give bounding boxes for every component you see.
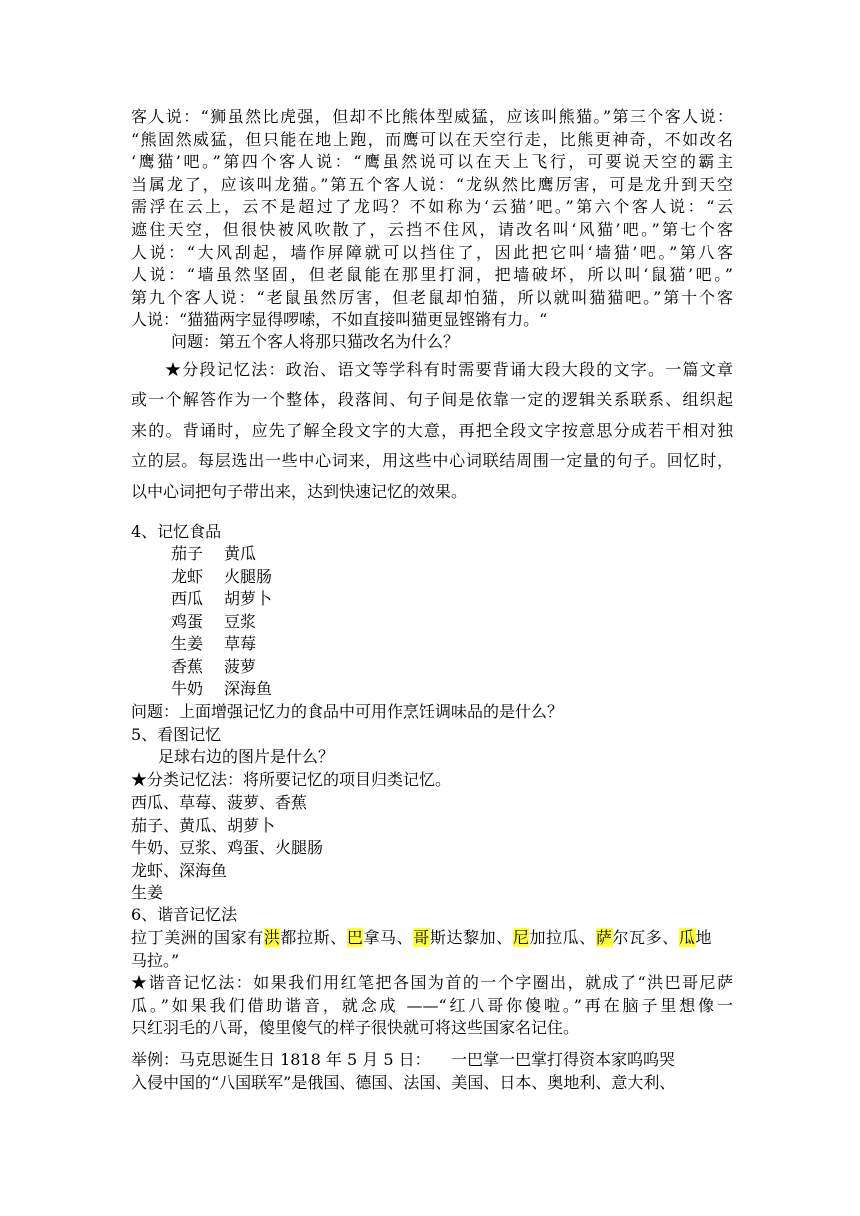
homophone-line: 只红羽毛的八哥，傻里傻气的样子很快就可将这些国家名记住。 <box>131 1018 580 1037</box>
segment-line: ★分段记忆法：政治、语文等学科有时需要背诵大段大段的文字。一篇文章 <box>165 360 733 379</box>
food-list <box>171 543 272 701</box>
food-item: 牛奶 <box>171 679 204 698</box>
country-rest: 尔瓦多、 <box>612 928 679 947</box>
highlight-char: 瓜 <box>678 928 696 947</box>
country-rest: 加拉瓜、 <box>529 928 596 947</box>
food-heading: 4、记忆食品 <box>131 522 222 541</box>
classify-group: 牛奶、豆浆、鸡蛋、火腿肠 <box>131 838 324 857</box>
food-item: 草莓 <box>224 634 257 653</box>
segment-line: 或一个解答作为一个整体，段落间、句子间是依靠一定的逻辑关系联系、组织起 <box>131 390 733 410</box>
food-item: 西瓜 <box>171 589 204 608</box>
story-question: 问题：第五个客人将那只猫改名为什么？ <box>171 332 460 351</box>
highlight-char: 洪 <box>263 928 281 947</box>
segment-line: 以中心词把句子带出来，达到快速记忆的效果。 <box>131 481 468 501</box>
classify-group: 西瓜、草莓、菠萝、香蕉 <box>131 793 308 812</box>
highlight-char: 巴 <box>346 928 364 947</box>
story-line: 人说：“墙虽然坚固，但老鼠能在那里打洞，把墙破坏，所以叫‘鼠猫’吧。” <box>131 265 733 285</box>
picture-heading: 5、看图记忆 <box>131 725 222 744</box>
example-line: 举例：马克思诞生日 1818 年 5 月 5 日： 一巴掌一巴掌打得资本家呜呜哭 <box>131 1050 675 1069</box>
food-row <box>171 656 272 679</box>
food-question: 问题：上面增强记忆力的食品中可用作烹饪调味品的是什么？ <box>131 702 564 721</box>
story-line: 客人说：“狮虽然比虎强，但却不比熊体型威猛，应该叫熊猫。”第三个客人说： <box>131 107 733 126</box>
country-rest: 斯达黎加、 <box>429 928 513 947</box>
picture-question: 足球右边的图片是什么？ <box>158 747 335 766</box>
country-rest: 地 <box>695 928 713 947</box>
classify-title: ★分类记忆法：将所要记忆的项目归类记忆。 <box>131 770 452 789</box>
latin-line-2: 马拉。” <box>131 950 180 970</box>
food-item: 茄子 <box>171 544 204 563</box>
story-line: 当属龙了，应该叫龙猫。”第五个客人说：“龙纵然比鹰厉害，可是龙升到天空 <box>131 174 733 194</box>
story-line: 第九个客人说：“老鼠虽然厉害，但老鼠却怕猫，所以就叫猫猫吧。”第十个客 <box>131 287 733 307</box>
latin-line-1 <box>131 927 733 950</box>
latin-america-paragraph <box>131 927 733 972</box>
story-line: “熊固然威猛，但只能在地上跑，而鹰可以在天空行走，比熊更神奇，不如改名 <box>131 129 733 149</box>
story-line: ‘鹰猫’吧。”第四个客人说：“鹰虽然说可以在天上飞行，可要说天空的霸主 <box>131 152 733 172</box>
allied-line: 入侵中国的“八国联军”是俄国、德国、法国、美国、日本、奥地利、意大利、 <box>131 1073 676 1092</box>
classify-group: 龙虾、深海鱼 <box>131 860 228 880</box>
food-item: 鸡蛋 <box>171 611 204 631</box>
food-item: 火腿肠 <box>224 566 273 586</box>
food-item: 黄瓜 <box>224 544 257 563</box>
food-item: 胡萝卜 <box>224 589 273 608</box>
segment-line: 来的。背诵时，应先了解全段文字的大意，再把全段文字按意思分成若干相对独 <box>131 420 733 440</box>
food-item: 生姜 <box>171 634 204 653</box>
food-row <box>171 588 272 611</box>
story-paragraph <box>131 106 733 332</box>
food-item: 豆浆 <box>224 611 257 631</box>
story-line: 遮住天空，但很快被风吹散了，云挡不住风，请改名叫‘风猫’吧。”第七个客 <box>131 219 733 239</box>
story-line: 人说：“大风刮起，墙作屏障就可以挡住了，因此把它叫‘墙猫’吧。”第八客 <box>131 242 733 262</box>
classify-group: 茄子、黄瓜、胡萝卜 <box>131 815 276 835</box>
highlight-char: 萨 <box>595 928 613 947</box>
classify-groups <box>131 792 733 905</box>
food-row <box>171 633 272 656</box>
food-row <box>171 543 272 566</box>
homophone-line: ★谐音记忆法：如果我们用红笔把各国为首的一个字圈出，就成了“洪巴哥尼萨 <box>131 973 733 992</box>
homophone-line: 瓜。”如果我们借助谐音，就念成 ——“红八哥你傻啦。”再在脑子里想像一 <box>131 995 733 1015</box>
story-line: 人说：“猫猫两字显得啰嗦，不如直接叫猫更显铿锵有力。“ <box>131 310 548 330</box>
food-item: 菠萝 <box>224 656 257 676</box>
food-item: 香蕉 <box>171 656 204 676</box>
homophone-paragraph <box>131 972 733 1040</box>
food-row <box>171 566 272 589</box>
homophone-heading: 6、谐音记忆法 <box>131 905 238 924</box>
latin-prefix: 拉丁美洲的国家有 <box>131 928 264 947</box>
highlight-char: 尼 <box>512 928 530 947</box>
highlight-char: 哥 <box>413 928 430 947</box>
food-row <box>171 678 272 701</box>
food-row <box>171 611 272 634</box>
country-rest: 拿马、 <box>363 928 414 947</box>
segment-memory-paragraph <box>131 355 733 507</box>
segment-line: 立的层。每层选出一些中心词来，用这些中心词联结周围一定量的句子。回忆时， <box>131 451 733 471</box>
country-rest: 都拉斯、 <box>280 928 347 947</box>
classify-group: 生姜 <box>131 883 164 902</box>
food-item: 深海鱼 <box>224 679 273 698</box>
story-line: 需浮在云上，云不是超过了龙吗？不如称为‘云猫’吧。”第六个客人说：“云 <box>131 197 733 217</box>
food-item: 龙虾 <box>171 566 204 586</box>
